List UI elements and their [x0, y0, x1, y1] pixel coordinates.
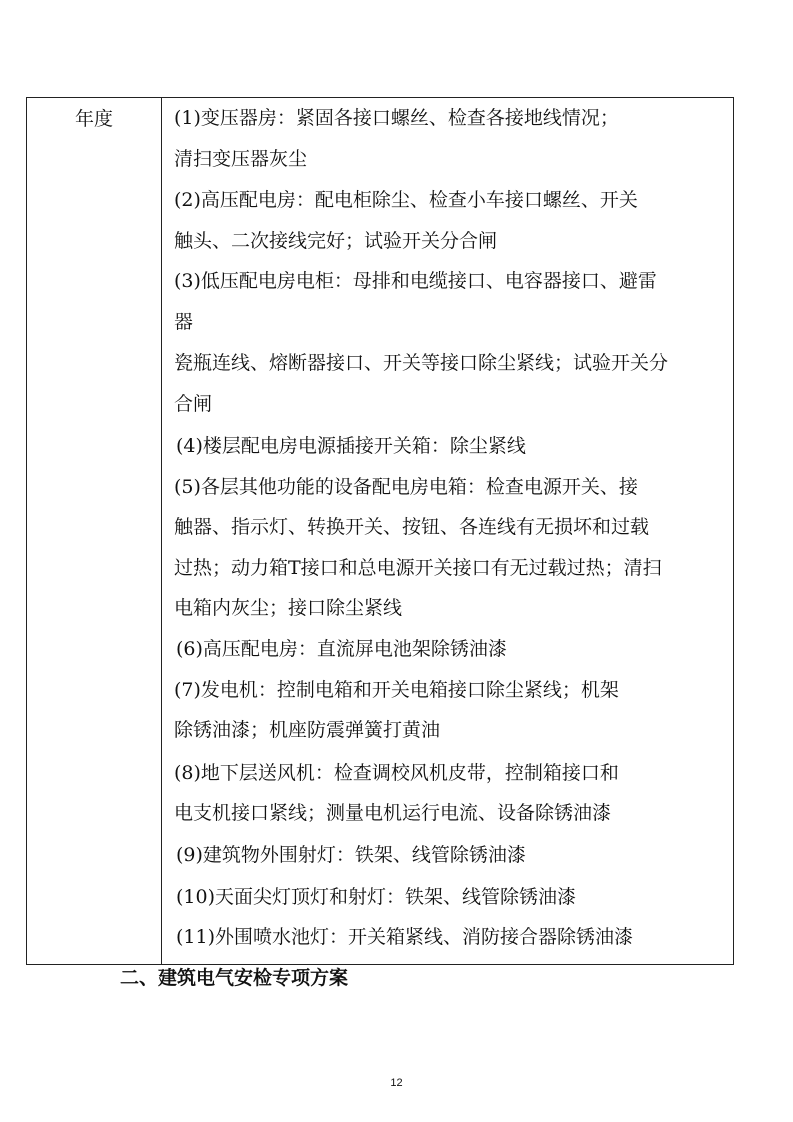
- content-line: (11)外围喷水池灯：开关箱紧线、消防接合器除锈油漆: [176, 926, 634, 948]
- content-line: 触器、指示灯、转换开关、按钮、各连线有无损坏和过载: [174, 516, 650, 538]
- content-line: 清扫变压器灰尘: [174, 148, 308, 170]
- content-cell: [162, 98, 734, 965]
- period-label: 年度: [74, 108, 113, 130]
- content-line: 过热；动力箱T接口和总电源开关接口有无过载过热；清扫: [174, 557, 662, 579]
- content-line: (3)低压配电房电柜：母排和电缆接口、电容器接口、避雷: [174, 270, 657, 292]
- content-line: 触头、二次接线完好；试验开关分合闸: [174, 230, 498, 252]
- content-line: (9)建筑物外围射灯：铁架、线管除锈油漆: [176, 844, 526, 866]
- content-line: (6)高压配电房：直流屏电池架除锈油漆: [176, 638, 507, 660]
- content-line: (4)楼层配电房电源插接开关箱：除尘紧线: [176, 435, 526, 457]
- section-heading: 二、建筑电气安检专项方案: [120, 967, 349, 989]
- content-line: (10)天面尖灯顶灯和射灯：铁架、线管除锈油漆: [176, 886, 577, 908]
- period-cell: [27, 98, 162, 965]
- content-line: (2)高压配电房：配电柜除尘、检查小车接口螺丝、开关: [174, 189, 638, 211]
- content-line: 除锈油漆；机座防震弹簧打黄油: [174, 719, 441, 741]
- content-line: 器: [174, 311, 194, 333]
- content-line: 电箱内灰尘；接口除尘紧线: [174, 597, 403, 619]
- table-row: [27, 98, 734, 965]
- page-number: 12: [390, 1077, 403, 1089]
- content-line: (7)发电机：控制电箱和开关电箱接口除尘紧线；机架: [174, 679, 619, 701]
- content-line: 电支机接口紧线；测量电机运行电流、设备除锈油漆: [174, 802, 612, 824]
- content-line: 瓷瓶连线、熔断器接口、开关等接口除尘紧线；试验开关分: [174, 352, 669, 374]
- content-line: (5)各层其他功能的设备配电房电箱：检查电源开关、接: [174, 476, 638, 498]
- content-line: 合闸: [174, 393, 213, 415]
- content-line: (1)变压器房：紧固各接口螺丝、检查各接地线情况；: [174, 107, 619, 129]
- maintenance-table: [26, 97, 734, 965]
- content-line: (8)地下层送风机：检查调校风机皮带，控制箱接口和: [174, 762, 619, 784]
